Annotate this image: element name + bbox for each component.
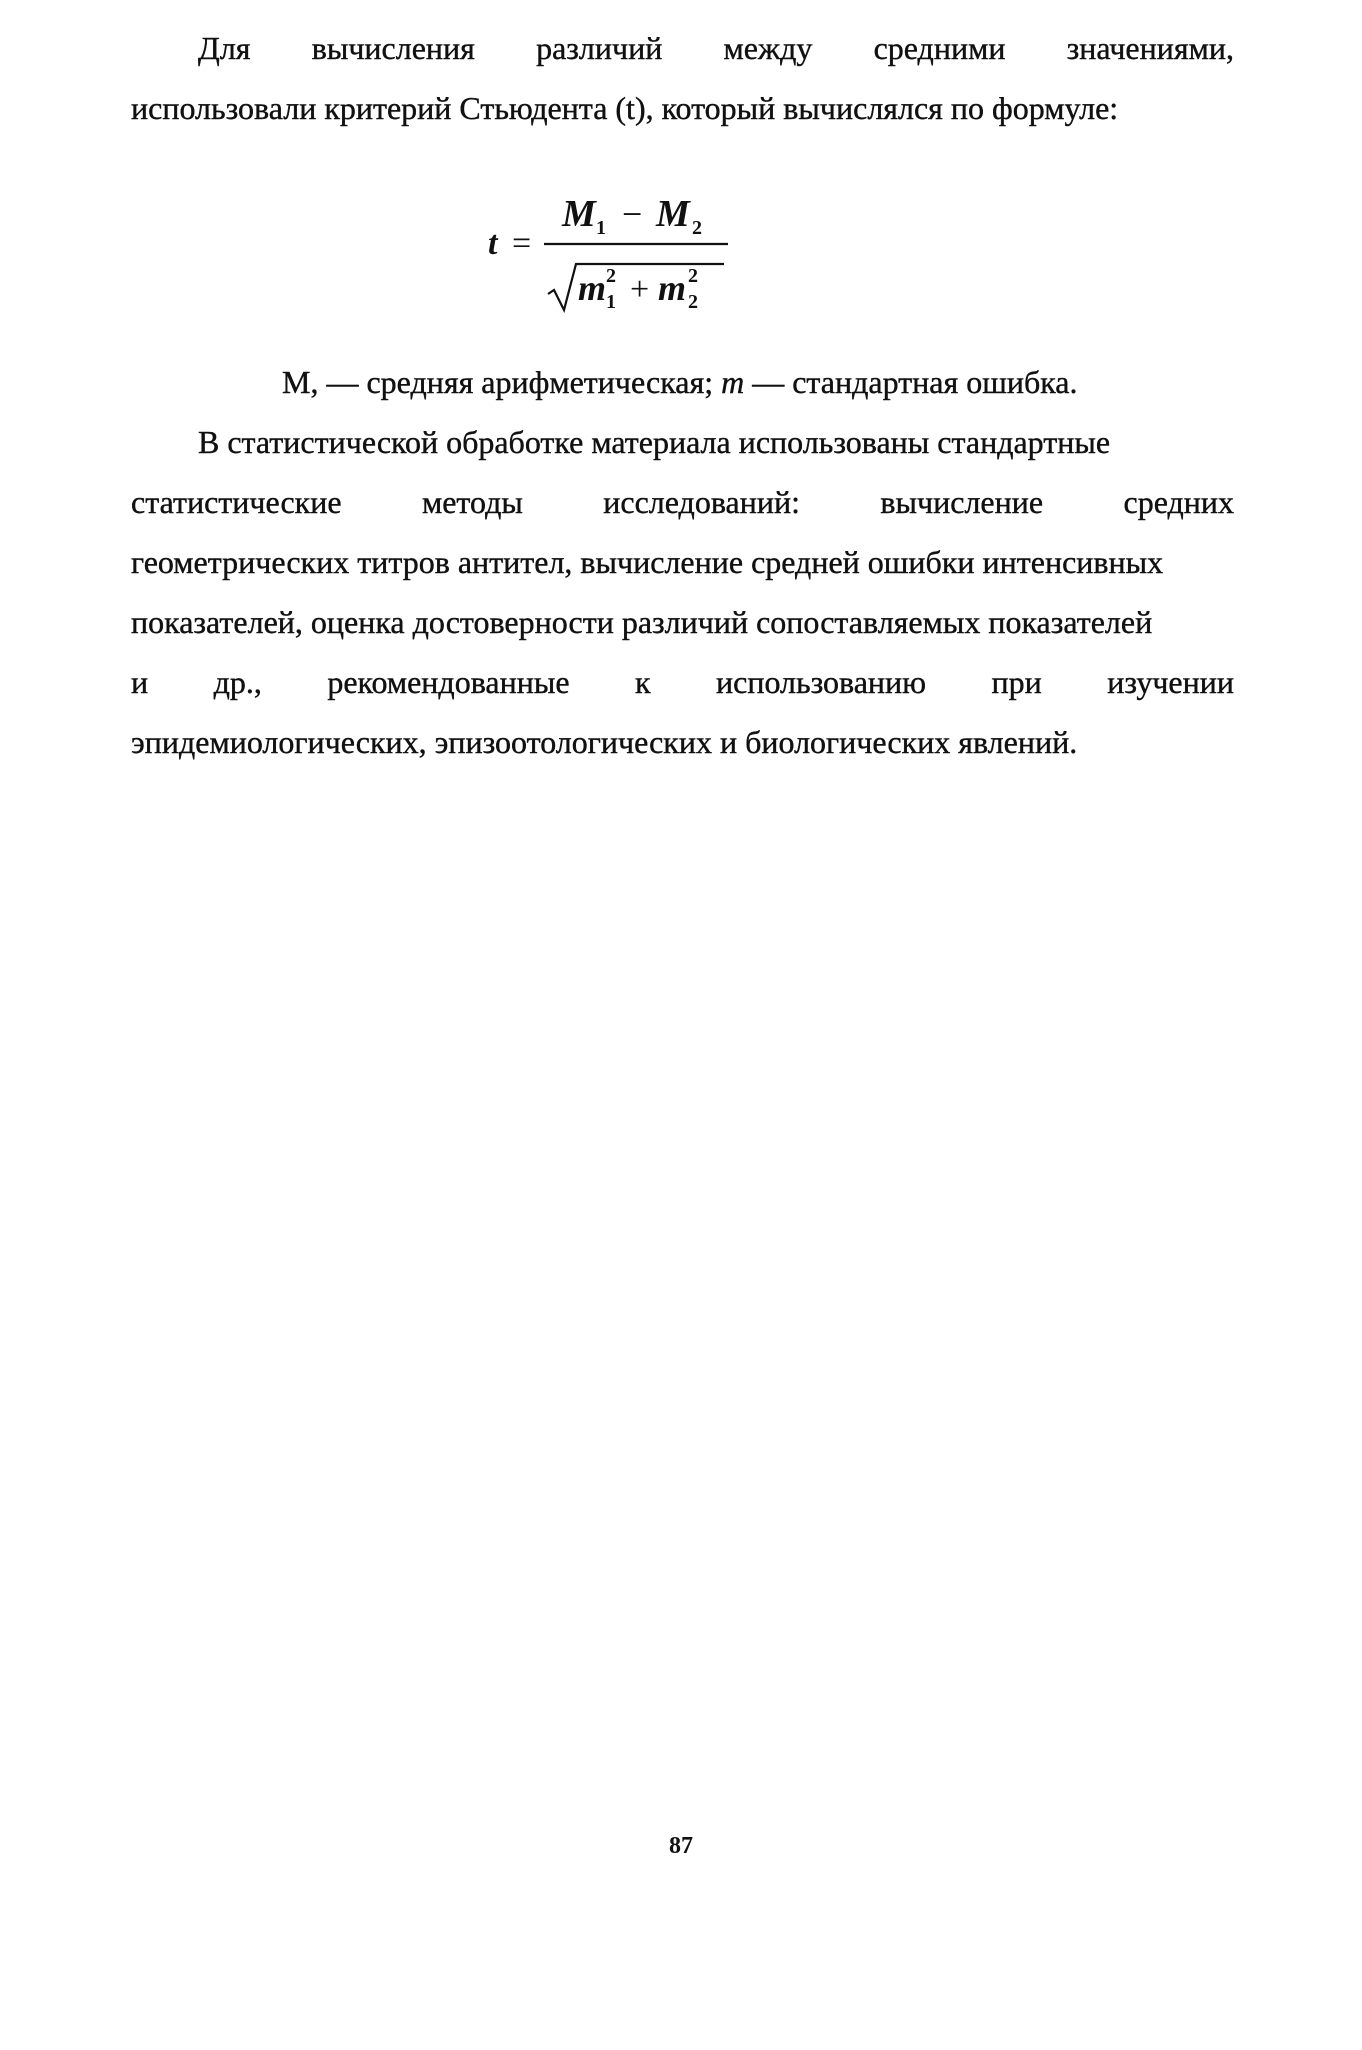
paragraph-2-line-6: эпидемиологических, эпизоотологических и биологических явлений. (131, 724, 1078, 760)
formula-m1-subscript: 1 (606, 291, 616, 313)
formula-M2: M (656, 193, 690, 235)
formula-m2-superscript: 2 (688, 265, 698, 287)
formula-m1-superscript: 2 (606, 265, 616, 287)
word: к (634, 664, 651, 700)
word: и (131, 664, 149, 700)
word: при (991, 664, 1042, 700)
paragraph-1-line-1 (198, 28, 1234, 68)
definition-italic-m: m (721, 364, 745, 400)
formula-M1: M (562, 193, 596, 235)
definition-part-1: М, — средняя арифметическая; (282, 364, 722, 400)
formula-m2-subscript: 2 (688, 291, 698, 313)
word: вычисления (311, 30, 475, 66)
word: вычисление (880, 484, 1044, 520)
word: др., (213, 664, 262, 700)
formula-plus: + (630, 271, 650, 308)
word: значениями, (1066, 30, 1234, 66)
word: средними (873, 30, 1006, 66)
word: статистические (131, 484, 342, 520)
formula-M1-subscript: 1 (596, 217, 606, 239)
word: методы (421, 484, 523, 520)
formula-minus: − (622, 194, 643, 234)
formula-t: t (488, 225, 498, 262)
paragraph-2-line-5 (131, 662, 1234, 702)
definition-part-2: — стандартная ошибка. (744, 364, 1078, 400)
word: Для (198, 30, 251, 66)
formula-graphic (480, 186, 740, 326)
word: изучении (1107, 664, 1234, 700)
word: исследований: (603, 484, 800, 520)
formula-m1: m (578, 268, 607, 308)
paragraph-2-line-3: геометрических титров антител, вычисление средней ошибки интенсивных (131, 544, 1164, 580)
word: средних (1123, 484, 1234, 520)
paragraph-2-line-2 (131, 482, 1234, 522)
formula-definition (282, 362, 1182, 402)
paragraph-2-line-1: В статистической обработке материала использованы стандартные (198, 424, 1111, 460)
word: между (723, 30, 813, 66)
word: различий (536, 30, 663, 66)
word: использованию (715, 664, 927, 700)
word: рекомендованные (327, 664, 570, 700)
paragraph-1-line-2: использовали критерий Стьюдента (t), который вычислялся по формуле: (131, 90, 1119, 126)
paragraph-2-line-4: показателей, оценка достоверности различий сопоставляемых показателей (131, 604, 1153, 640)
page-number: 87 (669, 1833, 693, 1859)
formula-equals: = (512, 225, 532, 262)
formula-M2-subscript: 2 (692, 217, 702, 239)
student-t-formula (480, 186, 740, 326)
formula-m2: m (658, 268, 687, 308)
